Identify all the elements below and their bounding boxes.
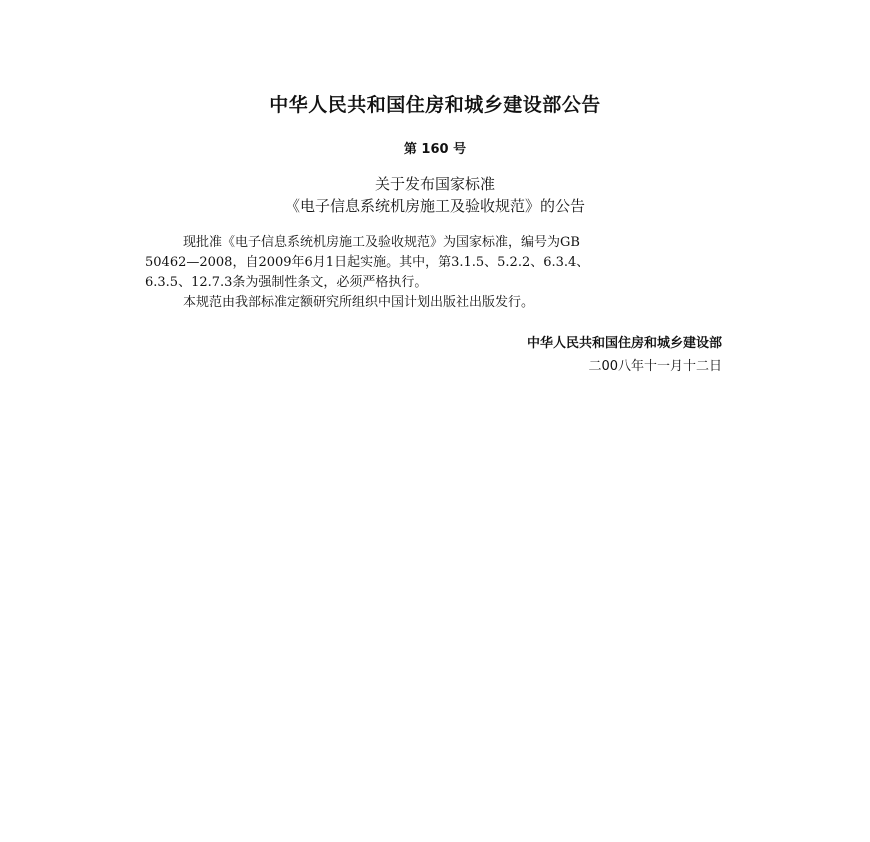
signature-organization: 中华人民共和国住房和城乡建设部 xyxy=(526,336,722,351)
announcement-title: 中华人民共和国住房和城乡建设部公告 xyxy=(269,94,601,116)
signature-date: 二00八年十一月十二日 xyxy=(588,359,722,374)
subtitle-line-1: 关于发布国家标准 xyxy=(374,175,495,193)
announcement-number: 第 160 号 xyxy=(403,142,467,157)
body-paragraph-1-line-2: 50462—2008，自2009年6月1日起实施。其中，第3.1.5、5.2.2、6.3.4、 xyxy=(145,255,590,270)
body-paragraph-1-line-3: 6.3.5、12.7.3条为强制性条文，必须严格执行。 xyxy=(145,275,428,290)
subtitle-line-2: 《电子信息系统机房施工及验收规范》的公告 xyxy=(284,197,585,215)
body-paragraph-1-line-1: 现批准《电子信息系统机房施工及验收规范》为国家标准，编号为GB xyxy=(183,235,580,250)
body-paragraph-2: 本规范由我部标准定额研究所组织中国计划出版社出版发行。 xyxy=(183,295,535,310)
